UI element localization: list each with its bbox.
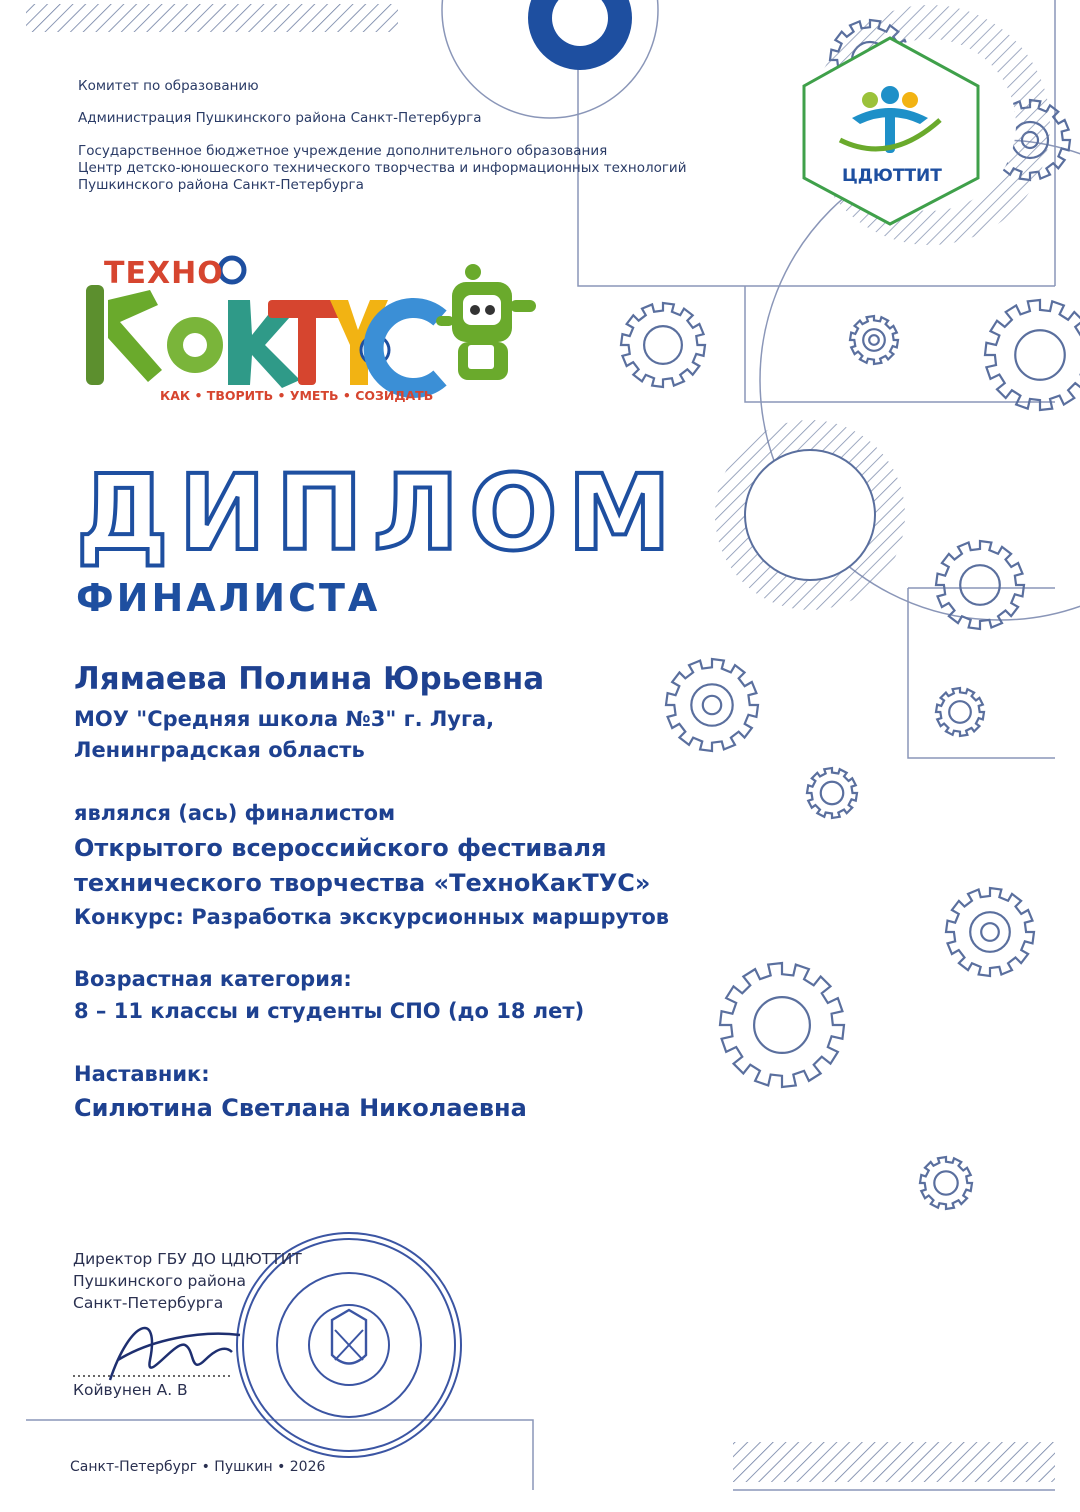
gear-icon bbox=[666, 659, 758, 751]
signature-position-line2: Пушкинского района bbox=[73, 1272, 247, 1290]
top-blue-gear-icon bbox=[528, 0, 632, 70]
mentor-label: Наставник: bbox=[74, 1062, 210, 1086]
award-status: являлся (ась) финалистом bbox=[74, 801, 396, 825]
footer-location-year: Санкт-Петербург • Пушкин • 2026 bbox=[70, 1459, 326, 1475]
recipient-school: МОУ "Средняя школа №3" г. Луга, bbox=[74, 707, 495, 731]
signature-scribble bbox=[110, 1328, 240, 1380]
logo-slogan: КАК • ТВОРИТЬ • УМЕТЬ • СОЗИДАТЬ bbox=[160, 388, 434, 403]
age-label: Возрастная категория: bbox=[74, 967, 352, 991]
badge-label: ЦДЮТТИТ bbox=[842, 166, 942, 186]
award-contest: Конкурс: Разработка экскурсионных маршрутов bbox=[74, 905, 670, 929]
gear-icon bbox=[807, 768, 857, 818]
diploma-subtitle: ФИНАЛИСТА bbox=[76, 576, 381, 620]
gear-icon bbox=[936, 688, 984, 736]
gear-icon bbox=[720, 963, 844, 1087]
gear-icon bbox=[936, 541, 1024, 629]
mentor-name: Силютина Светлана Николаевна bbox=[74, 1094, 527, 1122]
header-institution-line2: Центр детско-юношеского технического творчества и информационных технологий bbox=[78, 160, 687, 176]
header-committee: Комитет по образованию bbox=[78, 78, 259, 94]
gear-icon bbox=[946, 888, 1034, 976]
gear-icon bbox=[920, 1157, 972, 1209]
diploma-title: ДИПЛОМ bbox=[76, 452, 681, 574]
header-administration: Администрация Пушкинского района Санкт-Петербурга bbox=[78, 110, 482, 126]
award-festival-line1: Открытого всероссийского фестиваля bbox=[74, 834, 607, 862]
recipient-name: Лямаева Полина Юрьевна bbox=[74, 661, 545, 697]
logo-top-text: ТЕХНО bbox=[104, 256, 224, 291]
bottom-hatch-bar bbox=[733, 1442, 1055, 1482]
gear-icon bbox=[985, 300, 1080, 410]
award-festival-line2: технического творчества «ТехноКакТУС» bbox=[74, 869, 651, 897]
gear-icon bbox=[621, 303, 705, 387]
gear-icon bbox=[850, 316, 898, 364]
recipient-region: Ленинградская область bbox=[74, 738, 365, 762]
top-hatch-bar bbox=[26, 4, 398, 32]
header-institution-line1: Государственное бюджетное учреждение дополнительного образования bbox=[78, 143, 608, 159]
signatory-name: Койвунен А. В bbox=[73, 1381, 188, 1399]
header-institution-line3: Пушкинского района Санкт-Петербурга bbox=[78, 177, 364, 193]
logo-main-text bbox=[93, 330, 98, 331]
signature-position-line3: Санкт-Петербурга bbox=[73, 1294, 224, 1312]
age-value: 8 – 11 классы и студенты СПО (до 18 лет) bbox=[74, 999, 585, 1023]
signature-position-line1: Директор ГБУ ДО ЦДЮТТИТ bbox=[73, 1250, 302, 1268]
